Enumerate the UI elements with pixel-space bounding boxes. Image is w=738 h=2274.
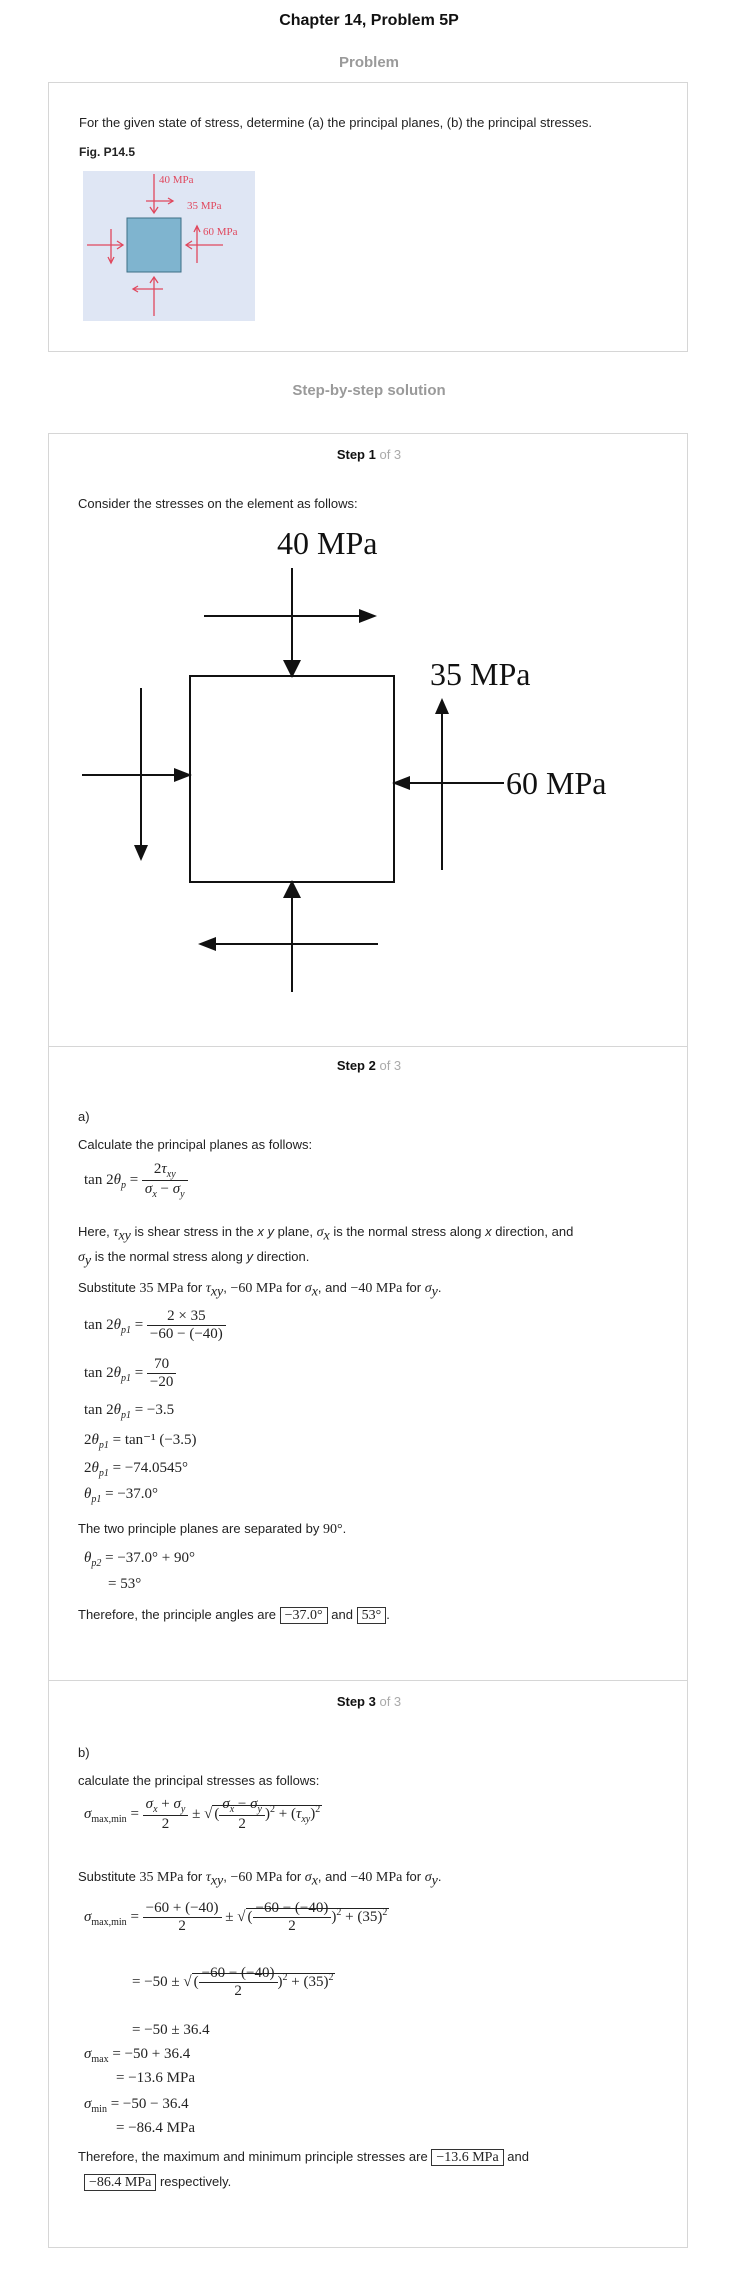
step-1-text: Consider the stresses on the element as follows: (78, 496, 358, 511)
step-3-part: b) (78, 1745, 90, 1760)
eq-principal-pm: = −50 ± 36.4 (132, 2022, 210, 2038)
step-3-intro: calculate the principal stresses as follows: (78, 1773, 320, 1788)
answer-angle-1: −37.0° (280, 1607, 328, 1624)
step-2-here-line2: $\sigma_y$ is the normal stress along y direction. (78, 1249, 310, 1269)
problem-figure (83, 171, 255, 321)
figure-label-shear: 35 MPa (187, 200, 222, 212)
step-divider (48, 1680, 688, 1681)
step-2-here-line1: Here, $\tau_{xy}$ is shear stress in the x y plane, $\sigma_x$ is the normal stress along x direction, and (78, 1224, 574, 1244)
figure-label: Fig. P14.5 (79, 145, 136, 159)
step1-label-side: 60 MPa (506, 765, 607, 801)
eq-principal-substituted: $\sigma_{max,min}$ = $\frac{-60 + (-40)}{2}$ ± √ ( $\frac{-60 - (-40)}{2}$ )$^2 + (35)^2$ (84, 1900, 388, 1934)
eq-sigma-max: $\sigma_{max} = -50 + 36.4$ (84, 2046, 191, 2065)
answer-sigma-max: −13.6 MPa (431, 2149, 503, 2166)
step-3-header: Step 3 of 3 (336, 1694, 402, 1709)
eq-sigma-min-result: = −86.4 MPa (116, 2120, 196, 2136)
problem-statement: For the given state of stress, determine (a) the principal planes, (b) the principal stresses. (79, 115, 593, 130)
step-2-intro: Calculate the principal planes as follows: (78, 1137, 313, 1152)
eq-principal-step2: = −50 ± √ ( $\frac{-60 - (-40)}{2}$ )$^2 + (35)^2$ (132, 1965, 334, 1999)
step-2-header: Step 2 of 3 (336, 1058, 402, 1073)
eq-theta2: $\theta_{p2} = -37.0^\circ + 90^\circ$ (84, 1550, 196, 1569)
step-2-separation: The two principle planes are separated by 90°. (78, 1521, 347, 1537)
step1-label-top: 40 MPa (277, 525, 378, 561)
eq-atan: $2\theta_{p1} = \tan^{-1}$ (−3.5) (84, 1432, 197, 1451)
answer-sigma-min: −86.4 MPa (84, 2174, 156, 2191)
eq-theta2-result: = 53° (108, 1576, 142, 1592)
step-3-conclusion-line2: −86.4 MPa respectively. (84, 2174, 231, 2191)
eq-tan-simplified: $\tan 2\theta_{p1}$ = $\frac{70}{-20}$ (84, 1356, 176, 1391)
figure-label-side: 60 MPa (203, 226, 238, 238)
step-2-substitute: Substitute 35 MPa for $\tau_{xy}$, −60 MPa for $\sigma_x$, and −40 MPa for $\sigma_y$. (78, 1280, 442, 1300)
eq-2theta: $2\theta_{p1} = -74.0545^\circ$ (84, 1460, 189, 1479)
figure-label-top: 40 MPa (159, 174, 194, 186)
answer-angle-2: 53° (357, 1607, 387, 1624)
solution-section-title: Step-by-step solution (292, 382, 446, 399)
problem-card (48, 82, 688, 352)
eq-tan-formula: $\tan 2\theta_p$ = $\frac{2\tau_{xy}}{\sigma_x - \sigma_y}$ (84, 1161, 188, 1200)
step-divider (48, 1046, 688, 1047)
step-3-conclusion: Therefore, the maximum and minimum principle stresses are −13.6 MPa and (78, 2149, 529, 2165)
eq-tan-value: $\tan 2\theta_{p1} = -3.5$ (84, 1402, 175, 1421)
problem-section-title: Problem (338, 54, 399, 71)
page-title: Chapter 14, Problem 5P (279, 12, 459, 29)
step-1-header: Step 1 of 3 (336, 447, 402, 462)
eq-theta1: $\theta_{p1} = -37.0^\circ$ (84, 1486, 159, 1505)
step-3-substitute: Substitute 35 MPa for $\tau_{xy}$, −60 MPa for $\sigma_x$, and −40 MPa for $\sigma_y$. (78, 1869, 442, 1889)
eq-tan-substituted: $\tan 2\theta_{p1}$ = $\frac{2 \times 35}{-60 - (-40)}$ (84, 1308, 226, 1343)
step-1-figure (80, 518, 640, 998)
step1-label-shear: 35 MPa (430, 656, 531, 692)
eq-sigma-min: $\sigma_{min} = -50 - 36.4$ (84, 2096, 189, 2115)
eq-principal-formula: $\sigma_{max,min}$ = $\frac{\sigma_x + \sigma_y}{2}$ ± √ ( $\frac{\sigma_x - \sigma_y}{2}$ )$^2 + (\tau_{xy})^2$ (84, 1796, 321, 1832)
eq-sigma-max-result: = −13.6 MPa (116, 2070, 196, 2086)
step-2-part: a) (78, 1109, 90, 1124)
step-2-conclusion: Therefore, the principle angles are −37.0° and 53° . (78, 1607, 390, 1623)
